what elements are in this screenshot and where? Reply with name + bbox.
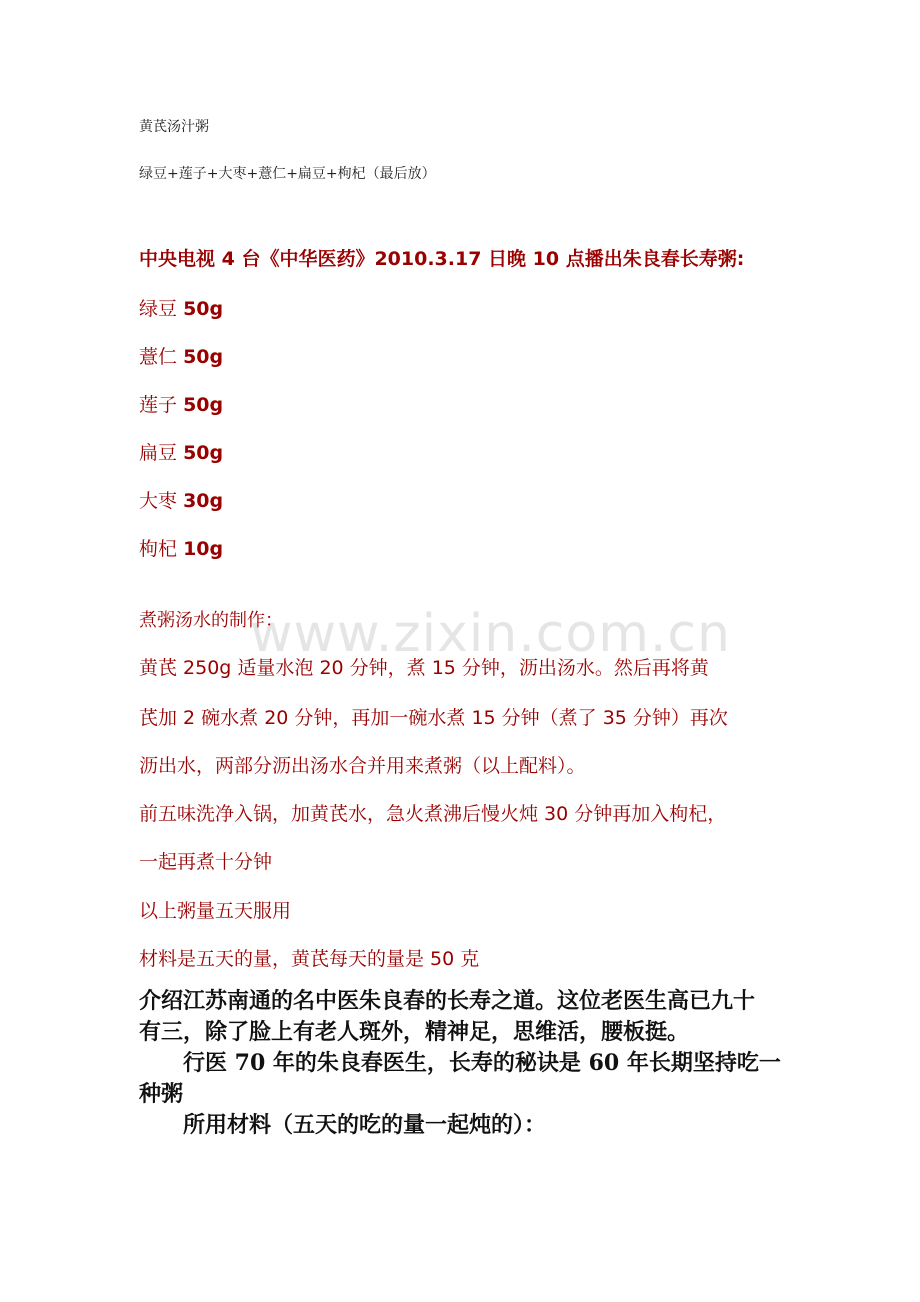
broth-line: 沥出水，两部分沥出汤水合并用来煮粥（以上配料）。 — [139, 755, 586, 777]
broth-line: 材料是五天的量，黄芪每天的量是 50 克 — [139, 948, 480, 970]
broadcast-line: 中央电视 4 台《中华医药》2010.3.17 日晚 10 点播出朱良春长寿粥: — [139, 248, 745, 270]
ingredient-amount: 10g — [183, 538, 224, 560]
broth-line: 一起再煮十分钟 — [139, 851, 273, 873]
ingredient-name: 莲子 — [139, 394, 178, 416]
ingredient-amount: 50g — [183, 394, 224, 416]
ingredient-item — [139, 294, 223, 321]
broth-line: 芪加 2 碗水煮 20 分钟，再加一碗水煮 15 分钟（煮了 35 分钟）再次 — [139, 707, 728, 729]
ingredient-item — [139, 438, 223, 465]
ingredient-item — [139, 390, 223, 417]
broth-line: 黄芪 250g 适量水泡 20 分钟，煮 15 分钟，沥出汤水。然后再将黄 — [139, 657, 709, 679]
ingredient-amount: 50g — [183, 346, 224, 368]
ingredient-name: 扁豆 — [139, 442, 178, 464]
intro-line: 介绍江苏南通的名中医朱良春的长寿之道。这位老医生高已九十 — [139, 988, 756, 1014]
ingredient-name: 大枣 — [139, 490, 178, 512]
broth-heading: 煮粥汤水的制作： — [139, 610, 283, 631]
ingredient-item — [139, 534, 223, 561]
broth-line: 前五味洗净入锅，加黄芪水，急火煮沸后慢火炖 30 分钟再加入枸杞， — [139, 803, 727, 825]
ingredient-amount: 50g — [183, 442, 224, 464]
intro-line: 有三，除了脸上有老人斑外，精神足，思维活，腰板挺。 — [139, 1019, 690, 1045]
intro-line: 种粥 — [139, 1081, 184, 1107]
ingredient-amount: 30g — [183, 490, 224, 512]
ingredient-name: 绿豆 — [139, 298, 178, 320]
ingredient-name: 枸杞 — [139, 538, 178, 560]
broth-line: 以上粥量五天服用 — [139, 900, 292, 922]
ingredient-name: 薏仁 — [139, 346, 178, 368]
ingredients-summary: 绿豆+莲子+大枣+薏仁+扁豆+枸杞（最后放） — [139, 166, 436, 182]
ingredient-item — [139, 486, 223, 513]
watermark: www.zixin.com.cn — [250, 604, 731, 664]
ingredient-item — [139, 342, 223, 369]
intro-line: 行医 70 年的朱良春医生，长寿的秘诀是 60 年长期坚持吃一 — [139, 1050, 781, 1076]
recipe-title: 黄芪汤汁粥 — [139, 119, 209, 135]
ingredient-amount: 50g — [183, 298, 224, 320]
intro-line: 所用材料（五天的吃的量一起炖的）： — [139, 1112, 547, 1138]
